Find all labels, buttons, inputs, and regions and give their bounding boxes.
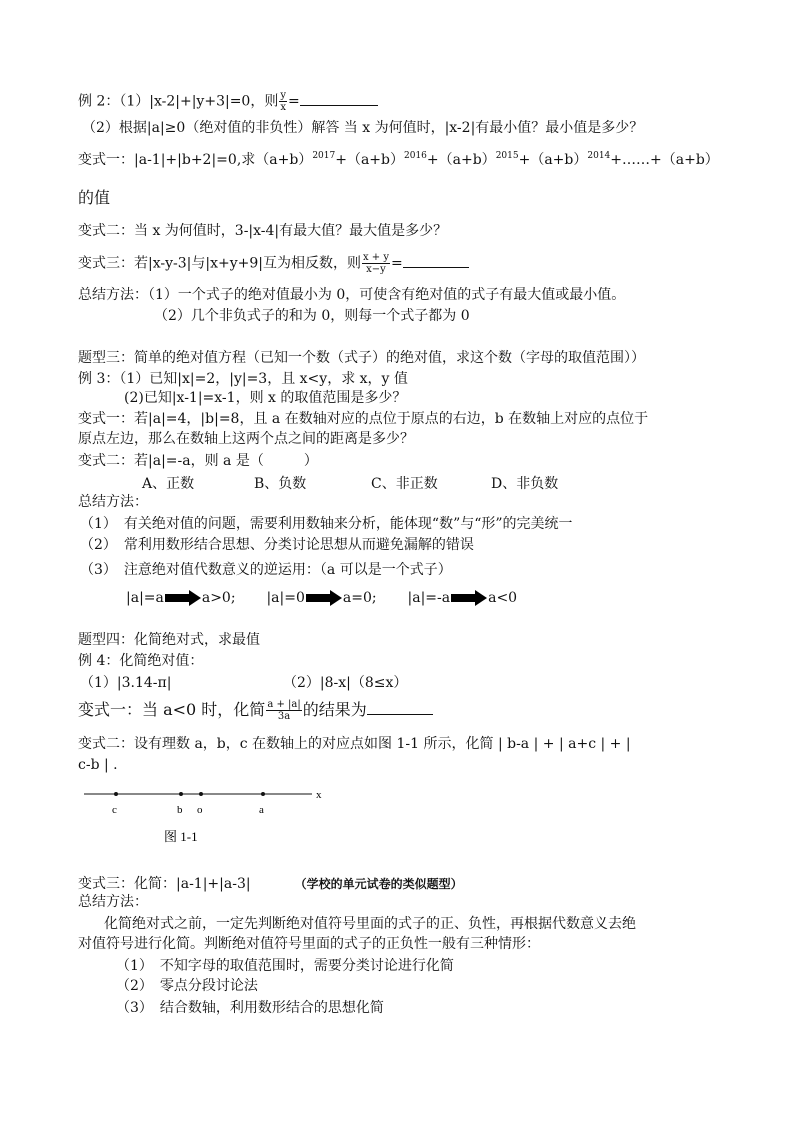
example3-part1: 例 3：（1）已知|x|=2，|y|=3，且 x<y，求 x，y 值	[78, 371, 408, 387]
figure-caption: 图 1-1	[164, 829, 198, 844]
fraction-a-plus-abs-a-over-3a: $\frac{a + |a|}{3a}$	[267, 699, 301, 722]
variant3-note: （学校的单元试卷的类似题型）	[294, 877, 463, 891]
type3-variant1-line1: 变式一：若|a|=4，|b|=8，且 a 在数轴对应的点位于原点的右边，b 在数轴上对应的点位于	[78, 411, 649, 427]
fraction-xy: $\frac{x + y}{x-y}$	[362, 252, 389, 275]
example2-label: 例 2：（1）	[78, 93, 150, 110]
method-1: （1） 不知字母的取值范围时，需要分类讨论进行化简	[116, 958, 454, 974]
example2-part2: （2）根据|a|≥0（绝对值的非负性）解答 当 x 为何值时，|x-2|有最小值？最小值是多少？	[82, 120, 644, 136]
answer-blank	[403, 267, 469, 268]
variant3-line: 变式三：若|x-y-3|与|x+y+9|互为相反数，则 $\frac{x + y}{x-y}$ =	[78, 252, 469, 275]
right-arrow-icon	[306, 592, 342, 604]
point-o	[199, 792, 203, 796]
type3-variant2: 变式二：若|a|=-a，则 a 是（ ）	[78, 453, 318, 469]
method-2: （2） 零点分段讨论法	[116, 978, 258, 994]
variant1-continuation: 的值	[78, 188, 111, 207]
option-d: D、非负数	[491, 476, 559, 492]
type3-summary-2: （2） 常利用数形结合思想、分类讨论思想从而避免漏解的错误	[80, 537, 474, 553]
right-arrow-icon	[165, 592, 201, 604]
variant1-line: 变式一：|a-1|+|b+2|=0,求$(a+b)^{2017}+(a+b)^{2016}+(a+b)^{2015}+(a+b)^{2014}+\dots\dots+(a+b)$	[78, 151, 719, 168]
option-c: C、非正数	[371, 476, 438, 492]
point-b	[179, 792, 183, 796]
type3-title: 题型三：简单的绝对值方程（已知一个数（式子）的绝对值，求这个数（字母的取值范围））	[78, 350, 645, 366]
answer-blank	[300, 105, 378, 106]
label-a: a	[259, 804, 264, 816]
type4-variant1: 变式一：当 a<0 时，化简 $\frac{a + |a|}{3a}$ 的结果为	[78, 699, 433, 722]
number-line-figure	[80, 782, 340, 854]
type4-title: 题型四：化简绝对式，求最值	[78, 632, 260, 648]
example3-part2: (2)已知|x-1|=x-1，则 x 的取值范围是多少？	[124, 390, 407, 406]
label-c: c	[112, 804, 117, 816]
example2-expr: |x-2|+|y+3|=0，则	[149, 93, 279, 110]
answer-blank	[367, 714, 433, 715]
point-c	[114, 792, 118, 796]
label-o: o	[197, 804, 203, 816]
type3-variant1-line2: 原点左边，那么在数轴上这两个点之间的距离是多少？	[78, 431, 414, 447]
option-b: B、负数	[254, 476, 307, 492]
summary1-item2: （2）几个非负式子的和为 0，则每一个式子都为 0	[154, 308, 470, 324]
example4-heading: 例 4：化简绝对值：	[78, 653, 204, 669]
type4-variant2-line1: 变式二：设有理数 a，b，c 在数轴上的对应点如图 1-1 所示，化简 | b-a | + | a+c | + |	[78, 736, 631, 752]
point-a	[261, 792, 265, 796]
method-3: （3） 结合数轴，利用数形结合的思想化简	[116, 1000, 384, 1016]
type3-summary-1: （1） 有关绝对值的问题，需要利用数轴来分析，能体现“数”与“形”的完美统一	[80, 516, 573, 532]
type3-summary-label: 总结方法：	[78, 494, 148, 510]
option-a: A、正数	[142, 476, 195, 492]
example4-item2: （2）|8-x|（8≤x）	[283, 675, 408, 691]
label-x: x	[316, 789, 322, 801]
fraction-y-over-x: $\frac{y}{x}$	[280, 90, 286, 113]
type4-variant3: 变式三：化简：|a-1|+|a-3| （学校的单元试卷的类似题型）	[78, 876, 463, 892]
label-b: b	[177, 804, 183, 816]
type3-summary-3: （3） 注意绝对值代数意义的逆运用：（a 可以是一个式子）	[80, 562, 452, 578]
type4-variant2-line2: c-b | .	[78, 757, 118, 773]
example2-part1: 例 2：（1）|x-2|+|y+3|=0，则 $\frac{y}{x}$ =	[78, 90, 378, 113]
right-arrow-icon	[451, 592, 487, 604]
type4-summary-para1: 化简绝对式之前，一定先判断绝对值符号里面的式子的正、负性，再根据代数意义去绝	[104, 916, 636, 932]
summary1-item1: 总结方法：（1）一个式子的绝对值最小为 0，可使含有绝对值的式子有最大值或最小值。	[78, 287, 626, 303]
type4-summary-para2: 对值符号进行化简。判断绝对值符号里面的式子的正负性一般有三种情形：	[78, 936, 540, 952]
example4-item1: （1）|3.14-π|	[80, 675, 172, 691]
type4-summary-label: 总结方法：	[78, 894, 148, 910]
rule-line: |a|=a a>0; |a|=0 a=0; |a|=-a a<0	[126, 590, 518, 606]
variant2-line: 变式二：当 x 为何值时，3-|x-4|有最大值？最大值是多少？	[78, 223, 448, 239]
